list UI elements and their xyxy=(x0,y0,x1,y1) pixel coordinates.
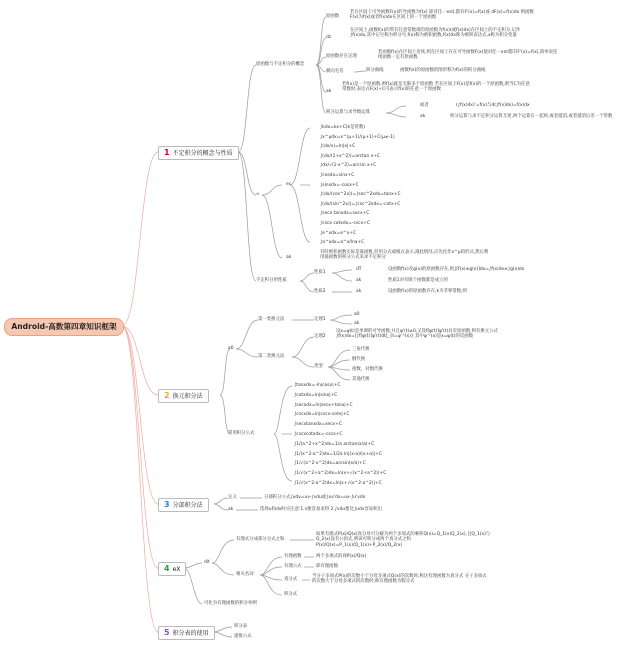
formula-item: ∫1/√(x^2-a^2)dx=ln|x+√(x^2-a^2)|+C xyxy=(294,481,382,486)
theorem-1-a: a0 xyxy=(354,312,360,317)
section-4-node[interactable] xyxy=(158,562,186,576)
formula-item: ∫(dx/(sin^2x))=∫csc^2xdx=-cotx+C xyxy=(320,201,401,207)
concept-node[interactable]: 原函数与不定积分的概念 xyxy=(256,62,305,67)
formula-item: ∫1/(a^2+x^2)dx=1/a arctan(x/a)+C xyxy=(294,441,375,447)
type-item: 三角代换 xyxy=(352,347,370,352)
theorem-2-node[interactable]: 定理2 xyxy=(314,334,326,339)
parts-formula-text: 分部积分公式∫udv=uv-∫vdu或∫uv'dx=uv-∫u'vdx xyxy=(264,495,366,500)
section-number: 1 xyxy=(164,148,170,157)
term-key[interactable]: 有理公式 xyxy=(284,564,302,569)
partial-fraction-node[interactable]: 有理式分成部分分式之和 xyxy=(236,537,285,542)
indefinite-node[interactable]: dz xyxy=(326,35,332,40)
theorem-1-b: ak xyxy=(354,321,360,326)
first-substitution-node[interactable]: 第一类换元法 xyxy=(258,317,285,322)
term-key[interactable]: 有理函数 xyxy=(284,554,302,559)
formula-item: ∫cotxdx=ln|sinx|+C xyxy=(294,392,338,398)
section-number: 5 xyxy=(164,628,170,637)
section-label: 分部积分法 xyxy=(172,502,203,509)
term-value: 两个多项式的商P(x)/Q(x) xyxy=(316,554,367,559)
geometry-node[interactable]: 朝向毛肖 xyxy=(326,69,344,74)
property-1-node[interactable]: 性质1 xyxy=(314,270,326,275)
formula-item: ∫(dx/x)=ln|x|+C xyxy=(320,144,356,150)
definition-node[interactable]: 定义 xyxy=(228,495,237,500)
formula-item: ∫cscx cotxdx=-cscx+C xyxy=(320,221,370,226)
term-key[interactable]: 真分式 xyxy=(284,577,298,582)
property-1-b-label: ak xyxy=(356,278,362,283)
property-2-node[interactable]: 性质2 xyxy=(314,289,326,294)
a0-node[interactable]: a0 xyxy=(228,346,234,351)
formula-item: ∫secxdx=ln|secx+tanx|+C xyxy=(294,402,353,408)
operation-b-text: 积分运算与求不定积分运算互逆,两个运算在一起时,或者抵消,或者抵消后差一个常数 xyxy=(450,114,613,119)
section-label: 不定积分的概念与性质 xyxy=(172,150,233,157)
partial-fraction-text: 如果有理式P(x)/Q(x)真分母可分解为两个多项式的乘积Q(x)=Q_1(x)Q_2(x),且Q_1(x)与Q_2(x)没有公因式,则该可积分成两个真分式之和 P(x)/Q(x)=P_1(x)/Q_1(x)+P_2(x)/Q_2(x) xyxy=(316,532,491,548)
reducible-node[interactable]: 可化为有理函数的积分举例 xyxy=(204,601,257,606)
formula-item: ∫(dx/(1+x^2))=arctan x+C xyxy=(320,153,380,159)
antiderivative-node[interactable]: 原函数 xyxy=(326,14,340,19)
integral-curve-label: 积分曲线 xyxy=(366,68,384,73)
second-substitution-node[interactable]: 第二类换元法 xyxy=(258,354,285,359)
formula-item: ∫cscxdx=ln|cscx-cotx|+C xyxy=(294,412,350,418)
section-number: 2 xyxy=(164,391,170,400)
root-topic[interactable]: Android-高数第四章知识框架 xyxy=(4,318,124,336)
formula-item: ∫e^xdx=e^x+C xyxy=(320,230,357,236)
basic-table-node[interactable]: ∞ xyxy=(256,192,260,197)
existence-theorem-node[interactable]: 原函数存在定理 xyxy=(326,54,357,59)
formula-item: ∫1/(x^2-a^2)dx=1/2a ln|(x-a)/(x+a)|+C xyxy=(294,451,382,457)
formula-item: ∫kdx=kx+C(k是常数) xyxy=(320,125,365,130)
operation-node[interactable]: 积分运算与求导数运算 xyxy=(326,110,370,115)
formula-item: ∫1/√(x^2+a^2)dx=ln(x+√(x^2+a^2))+C xyxy=(294,471,387,477)
section-2-node[interactable] xyxy=(158,389,209,403)
type-item: 指数、对数代换 xyxy=(352,367,383,372)
table-note-node[interactable]: ak xyxy=(286,255,292,260)
formula-item: ∫1/√(a^2-x^2)dx=arcsin(x/a)+C xyxy=(294,461,366,467)
formula-item: ∫a^xdx=a^x/lna+C xyxy=(320,240,365,246)
theorem-2-text: 设x=ψ(t)是单调的可导函数,并且ψ'(t)≠0,又设f[ψ(t)]ψ'(t)具有原函数,则有换元公式∫f(x)dx=[∫f[ψ(t)]ψ'(t)dt]_{t=ψ⁻¹(x)} 其中ψ⁻¹(x)是x=ψ(t)的反函数 xyxy=(336,329,498,340)
rational-node[interactable]: dX xyxy=(204,560,210,565)
section-number: 3 xyxy=(164,500,170,509)
existence-theorem-text: 若函数f(x)在区间上连续,则在区间上存在可导函数F(x)使对任一x∈I都有F'(x)=f(x),简单说连续函数一定有原函数 xyxy=(378,50,558,61)
section-3-node[interactable] xyxy=(158,498,209,512)
section-1-node[interactable] xyxy=(158,146,239,160)
terms-node[interactable]: 相关名词 xyxy=(236,572,254,577)
recursion-node[interactable]: 递推公式 xyxy=(234,634,252,639)
type-item: 其他代换 xyxy=(352,377,370,382)
note-text: 若f(x)是一个原函数,则f(x)就是无限多个原函数 若在区间上F(x)是f(x)的一个原函数,则当C为任意常数时,表达式F(x)+C可表示f(x)的任意一个原函数 xyxy=(342,82,530,93)
formula-item: ∫tanxdx=-ln|cosx|+C xyxy=(294,383,341,388)
table-note-text: 有时被积函数实际是幂函数,但用分式或根式表示,遇此情况,应先化作x^μ的形式,然后利用幂函数的积分公式来求不定积分 xyxy=(320,250,489,261)
note-node[interactable]: ak xyxy=(326,89,332,94)
operation-a-text: (∫f(x)dx)'=f(x)与d(∫f(x)dx)=f(x)dx xyxy=(456,103,530,108)
indefinite-definition: 在区间上,函数f(x)的带有任意常数项的原函数为f(x)(或f(x)dx)在区间上的不定积分,记作∫f(x)dx,其中记号称为积分号,f(x)称为被积函数,f(x)dx称为被积表达式,x称为积分变量 xyxy=(350,28,521,39)
formula-item: ∫(dx/(cos^2x))=∫sec^2xdx=tanx+C xyxy=(320,192,401,198)
property-2-a-text: 设函数f(x)的原函数存在,k为非零常数,则 xyxy=(388,289,467,294)
property-1-a-label: dT xyxy=(356,267,362,272)
types-node[interactable]: 类型 xyxy=(314,364,323,369)
section-number: 4 xyxy=(164,564,170,573)
property-2-a-label: ak xyxy=(356,289,362,294)
common-formulas-node[interactable]: 常用积分公式 xyxy=(228,431,255,436)
formula-item: ∫dx/√(1-x^2)=arcsin x+C xyxy=(320,163,377,169)
formula-item: ∫cosdx=sinx+C xyxy=(320,173,355,178)
formula-item: ∫sinxdx=-cosx+C xyxy=(320,182,359,188)
term-value: 即有理函数 xyxy=(316,564,338,569)
term-value: 当分子多项式P(x)的次数小于分母多项式Q(x)的次数时,称这有理函数为真分式 分子多项式的次数大于分母多项式的次数时,称有理函数为假分式 xyxy=(312,574,487,585)
parts-note-node[interactable]: ak xyxy=(228,507,234,512)
formula-item: ∫cscxcotxdx=-cscx+C xyxy=(294,432,343,437)
property-1-b-text: 性质1对有限个函数都是成立的 xyxy=(388,278,448,283)
section-5-node[interactable] xyxy=(158,626,215,640)
section-label: 积分表的使用 xyxy=(172,630,209,637)
formula-item: ∫x^μdx=x^(μ+1)/(μ+1)+C(μ≠-1) xyxy=(320,134,395,140)
property-node[interactable]: 不定积分的性质 xyxy=(256,278,287,283)
operation-a-label: 或者 xyxy=(420,103,429,108)
theorem-1-node[interactable]: 定理1 xyxy=(314,317,326,322)
formula-item: ∫secx tanxdx=secx+C xyxy=(320,211,370,217)
integral-table-node[interactable]: 积分表 xyxy=(234,624,248,629)
antiderivative-definition: 若在区间上可导函数F(x)的导函数为f(x) 即对任一x∈I,都有F'(x)=f(x)或 dF(x)=f(x)dx 则函数F(x)为f(x)或者f(x)dx在区间上的一个原函数 xyxy=(350,10,534,21)
section-label: 换元积分法 xyxy=(172,393,203,400)
formula-item: ∫secxtanxdx=secx+C xyxy=(294,422,342,428)
term-key[interactable]: 积分式 xyxy=(284,592,298,597)
integral-curve-text: 函数f(x)的原函数的图形称为f(x)的积分曲线 xyxy=(400,68,486,73)
basic-table-sub[interactable]: ec xyxy=(286,182,292,187)
type-item: 倒代换 xyxy=(352,357,366,362)
operation-b-label: ak xyxy=(420,114,426,119)
section-label: eX xyxy=(172,566,181,573)
parts-note-text: 选择u和dv时应注意:1.v要容易求得 2.∫vdu要比∫udv容易积出 xyxy=(260,507,382,512)
property-1-a-text: 设函数f(x)及g(x)的原函数存在,则∫[f(x)±g(x)]dx=∫f(x)dx±∫g(x)dx xyxy=(388,267,525,272)
